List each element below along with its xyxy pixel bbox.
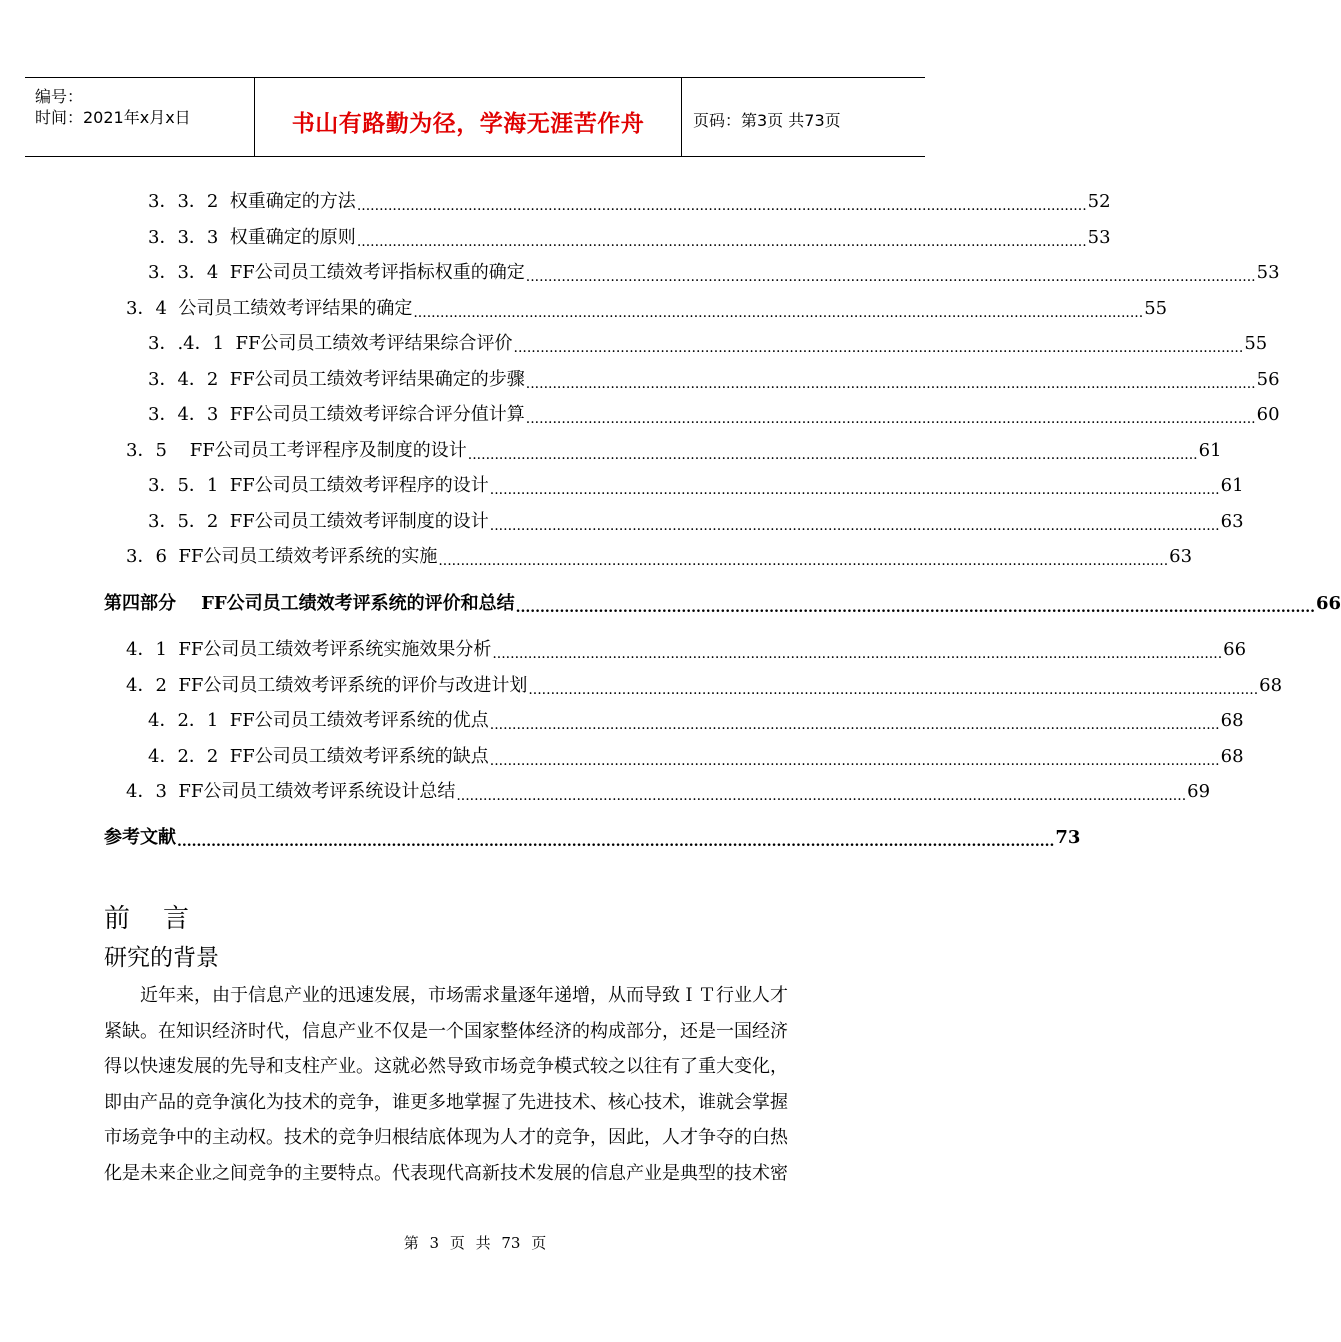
toc-leader-dots: .................................................................................................................................................................... [515,600,1315,616]
toc-leader-dots: .................................................................................................................................................................... [356,234,1087,250]
toc-leader-dots: .................................................................................................................................................................... [356,198,1087,214]
toc-leader-dots: .................................................................................................................................................................... [513,340,1244,356]
header-right-cell [681,78,925,156]
toc-entry-page: 66 [1315,593,1341,614]
toc-leader-dots: .................................................................................................................................................................... [492,646,1223,662]
toc-entry[interactable] [148,470,1244,498]
toc-entry-page: 73 [1055,827,1081,848]
toc-entry-page: 55 [1144,298,1168,319]
toc-leader-dots: .................................................................................................................................................................... [438,553,1169,569]
page-code: 页码：第3页 共73页 [693,111,841,130]
toc-entry-page: 55 [1244,333,1268,354]
toc-leader-dots: .................................................................................................................................................................... [413,305,1144,321]
paragraph-line: 化是未来企业之间竞争的主要特点。代表现代高新技术发展的信息产业是典型的技术密 [104,1162,788,1184]
toc-entry[interactable] [148,705,1244,733]
toc-entry-label: 3．4．2 FF公司员工绩效考评结果确定的步骤 [148,369,525,390]
toc-entry-label: 4．2 FF公司员工绩效考评系统的评价与改进计划 [126,675,528,696]
toc-entry-label: 3．5．1 FF公司员工绩效考评程序的设计 [148,475,489,496]
toc-entry-page: 56 [1256,369,1280,390]
toc-references-entry[interactable] [104,822,1081,850]
toc-entry-page: 68 [1259,675,1283,696]
toc-entry-page: 53 [1087,227,1111,248]
toc-entry-label: 3．6 FF公司员工绩效考评系统的实施 [126,546,438,567]
header-left-cell [25,78,253,156]
toc-leader-dots: .................................................................................................................................................................... [489,518,1220,534]
toc-entry-label: 第四部分 FF公司员工绩效考评系统的评价和总结 [104,593,515,614]
toc-leader-dots: .................................................................................................................................................................... [525,411,1256,427]
toc-entry-page: 52 [1087,191,1111,212]
toc-entry[interactable] [148,222,1111,250]
toc-entry-page: 53 [1256,262,1280,283]
toc-entry-label: 3．3．4 FF公司员工绩效考评指标权重的确定 [148,262,525,283]
toc-entry-label: 参考文献 [104,827,176,848]
section-title: 前 言 [104,904,190,934]
toc-entry[interactable] [126,435,1222,463]
toc-leader-dots: .................................................................................................................................................................... [467,447,1198,463]
toc-leader-dots: .................................................................................................................................................................... [489,753,1220,769]
toc-entry-label: 3．5 FF公司员工考评程序及制度的设计 [126,440,467,461]
toc-leader-dots: .................................................................................................................................................................... [528,682,1259,698]
motto: 书山有路勤为径，学海无涯苦作舟 [291,110,645,137]
paragraph-line: 得以快速发展的先导和支柱产业。这就必然导致市场竞争模式较之以往有了重大变化， [104,1056,788,1078]
toc-entry-page: 63 [1220,511,1244,532]
toc-leader-dots: .................................................................................................................................................................... [525,376,1256,392]
toc-entry[interactable] [126,293,1168,321]
toc-entry[interactable] [148,506,1244,534]
toc-entry-label: 3．.4．1 FF公司员工绩效考评结果综合评价 [148,333,513,354]
toc-entry-label: 3．5．2 FF公司员工绩效考评制度的设计 [148,511,489,532]
paragraph-line: 近年来，由于信息产业的迅速发展，市场需求量逐年递增，从而导致ＩＴ行业人才 [140,985,788,1006]
toc-entry-page: 69 [1187,781,1211,802]
toc-entry[interactable] [148,257,1280,285]
paragraph-line: 紧缺。在知识经济时代，信息产业不仅是一个国家整体经济的构成部分，还是一国经济 [104,1020,788,1042]
toc-entry-label: 3．3．3 权重确定的原则 [148,227,356,248]
toc-part-entry[interactable] [104,588,1341,616]
paragraph-line: 即由产品的竞争演化为技术的竞争，谁更多地掌握了先进技术、核心技术，谁就会掌握 [104,1091,788,1113]
toc-entry[interactable] [148,399,1280,427]
header-center-cell [254,78,682,156]
subsection-title: 研究的背景 [104,945,219,971]
toc-entry-page: 68 [1220,746,1244,767]
toc-entry[interactable] [126,776,1211,804]
toc-entry-label: 4．1 FF公司员工绩效考评系统实施效果分析 [126,639,492,660]
toc-leader-dots: .................................................................................................................................................................... [489,482,1220,498]
toc-entry-label: 4．2．2 FF公司员工绩效考评系统的缺点 [148,746,489,767]
toc-entry-page: 68 [1220,710,1244,731]
toc-entry-label: 3．3．2 权重确定的方法 [148,191,356,212]
toc-entry-label: 3．4 公司员工绩效考评结果的确定 [126,298,413,319]
toc-entry-label: 4．2．1 FF公司员工绩效考评系统的优点 [148,710,489,731]
time-label: 时间：2021年x月x日 [35,108,191,127]
toc-entry[interactable] [126,541,1193,569]
toc-leader-dots: .................................................................................................................................................................... [525,269,1256,285]
body-paragraph [104,978,846,1192]
toc-entry[interactable] [126,670,1283,698]
toc-entry-page: 61 [1198,440,1222,461]
toc-entry[interactable] [148,328,1268,356]
number-label: 编号： [35,87,84,106]
page-footer: 第 3 页 共 73 页 [403,1234,547,1252]
toc-entry[interactable] [126,634,1247,662]
toc-leader-dots: .................................................................................................................................................................................... [177,834,1055,850]
toc-entry-page: 60 [1256,404,1280,425]
toc-entry-label: 4．3 FF公司员工绩效考评系统设计总结 [126,781,456,802]
toc-entry-label: 3．4．3 FF公司员工绩效考评综合评分值计算 [148,404,525,425]
paragraph-line: 市场竞争中的主动权。技术的竞争归根结底体现为人才的竞争，因此，人才争夺的白热 [104,1127,788,1149]
page-header [25,77,925,157]
toc-entry-page: 61 [1220,475,1244,496]
toc-leader-dots: .................................................................................................................................................................... [489,717,1220,733]
toc-entry-page: 63 [1169,546,1193,567]
toc-entry[interactable] [148,741,1244,769]
toc-leader-dots: .................................................................................................................................................................... [456,788,1187,804]
toc-entry[interactable] [148,364,1280,392]
toc-entry-page: 66 [1223,639,1247,660]
toc-entry[interactable] [148,186,1111,214]
